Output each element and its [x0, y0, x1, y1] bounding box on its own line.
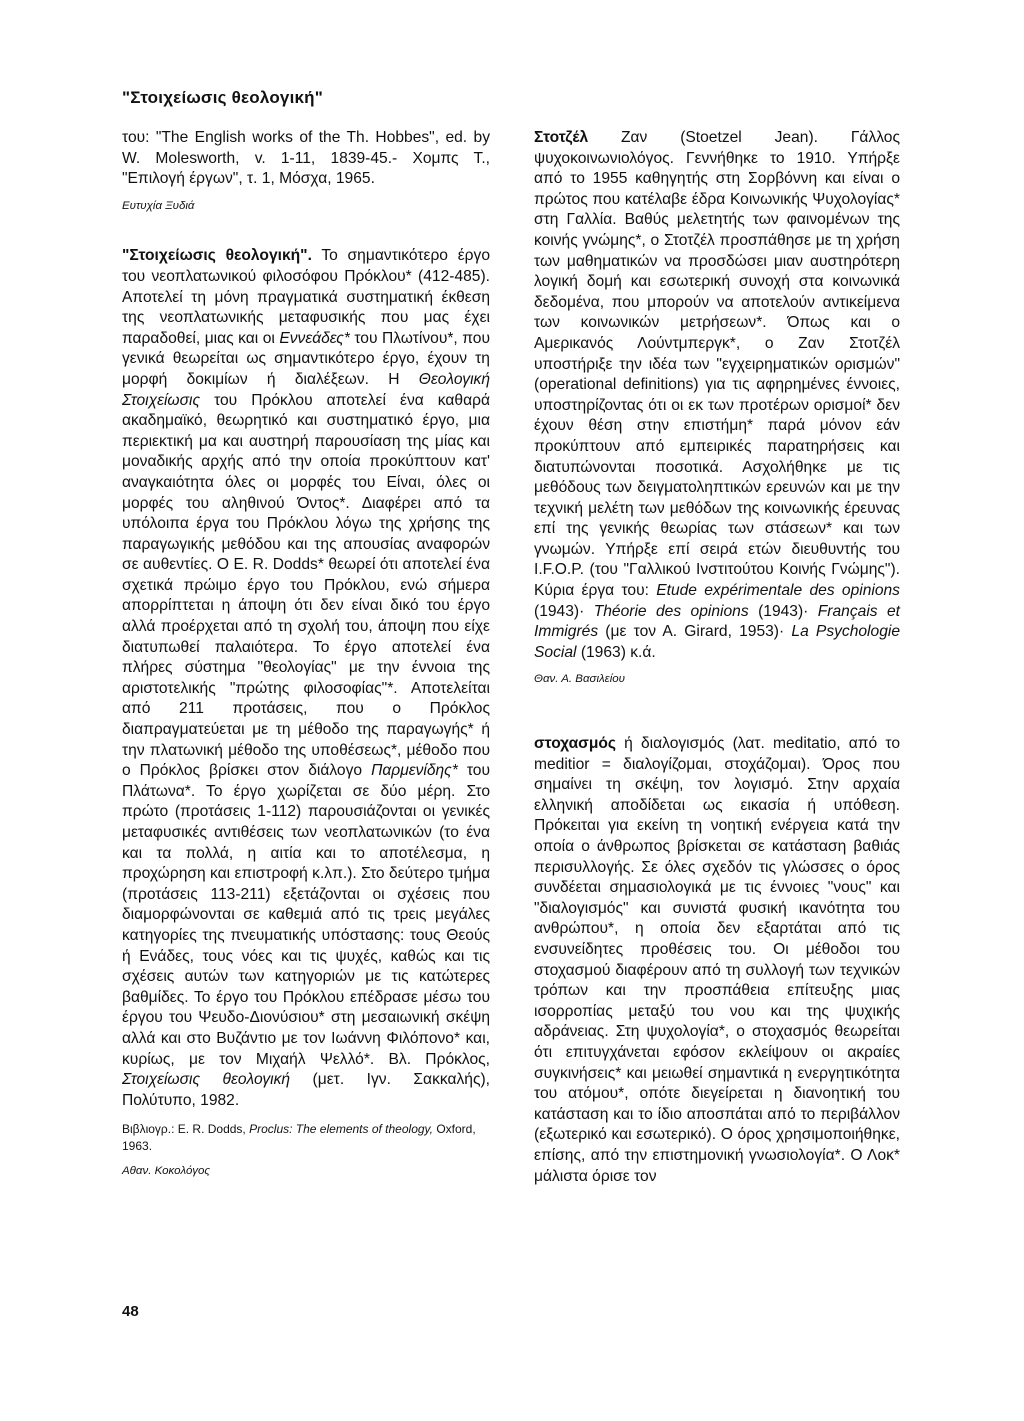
running-head: "Στοιχείωσις θεολογική": [122, 88, 324, 107]
page-number: 48: [122, 1303, 139, 1320]
entry-stochasmos: στοχασμός ή διαλογισμός (λατ. meditatio, από το meditior = διαλογίζομαι, στοχάζομαι). Όρος που σημαίνει τη σκέψη, τον λογισμό. Στην αρχαία ελληνική αποδίδεται ως εικασία ή υπόθεση. Πρόκειται για εκείνη τη νοητική ενέργεια κατά την οποία ο άνθρωπος βρίσκεται σε κατάσταση βαθιάς περισυλλογής. Σε όλες σχεδόν τις γλώσσες ο όρος συνδέεται σημασιολογικά με τις έννοιες "νους" και "διαλογισμός" και συνιστά φυσική ικανότητα του ανθρώπου*, η οποία δεν εξαρτάται από τις ενσυνείδητες προθέσεις του. Οι μέθοδοι του στοχασμού διαφέρουν από τη συλλογή των τεχνικών τρόπων και την προσπάθεια επίτευξης μιας ισορροπίας μεταξύ του νου και της ψυχικής αδράνειας. Στη ψυχολογία*, ο στοχασμός θεωρείται ότι επιτυγχάνεται εφόσον εκλείψουν οι ακραίες συγκινήσεις* και μειωθεί σημαντικά η ενεργητικότητα του ατόμου*, οπότε διεγείρεται η διανοητική του κατάσταση και το ίδιο αποσπάται από το περιβάλλον (εξωτερικό και εσωτερικό). Ο όρος χρησιμοποιήθηκε, επίσης, από την επιστημονική γνωσιολογία*. Ο Λοκ* μάλιστα όρισε τον: [534, 735, 900, 1185]
entry-headword: Στοτζέλ: [534, 129, 589, 146]
entry-headword: στοχασμός: [534, 735, 616, 753]
entry-stoicheiosis: "Στοιχείωσις θεολογική". Το σημαντικότερο έργο του νεοπλατωνικού φιλοσόφου Πρόκλου* (412-485). Αποτελεί τη μόνη πραγματικά συστηματική έκθεση της νεοπλατωνικής μεταφυσικής που μας έχει παραδοθεί, μιας και οι Εννεάδες* του Πλωτίνου*, που γενικά θεωρείται ως σημαντικότερο έργο, έχουν τη μορφή δοκιμίων ή διαλέξεων. Η Θεολογική Στοιχείωσις του Πρόκλου αποτελεί ένα καθαρά ακαδημαϊκό, θεωρητικό και συστηματικό έργο, μια περιεκτική μα και αυστηρή παρουσίαση της μίας και μοναδικής αρχής από την οποία προκύπτουν κατ' αναγκαιότητα όλες οι μορφές του Είναι, όλες οι μορφές του αληθινού Όντος*. Διαφέρει από τα υπόλοιπα έργα του Πρόκλου λόγω της χρήσης της παραγωγικής μεθόδου και της απουσίας αναφορών σε αυθεντίες. Ο Ε. R. Dodds* θεωρεί ότι αποτελεί ένα σχετικά πρώιμο έργο του Πρόκλου, ενώ σήμερα απορρίπτεται η άποψη ότι δεν είναι δικό του έργο αλλά προέρχεται από τη σχολή του, άποψη που είχε διατυπωθεί παλαιότερα. Το έργο αποτελεί ένα πλήρες σύστημα "θεολογίας" με την έννοια της αριστοτελικής "πρώτης φιλοσοφίας"*. Αποτελείται από 211 προτάσεις, που ο Πρόκλος διαπραγματεύεται με τη μέθοδο της παραγωγής* ή την πλατωνική μέθοδο της υποθέσεως*, μέθοδο που ο Πρόκλος βρίσκει στον διάλογο Παρμενίδης* του Πλάτωνα*. Το έργο χωρίζεται σε δύο μέρη. Στο πρώτο (προτάσεις 1-112) παρουσιάζονται οι γενικές μεταφυσικές αντιθέσεις των νεοπλατωνικών (το ένα και τα πολλά, η αιτία και το αποτέλεσμα, η προχώρηση και επιστροφή κ.λπ.). Στο δεύτερο τμήμα (προτάσεις 113-211) εξετάζονται οι σχέσεις που διαμορφώνονται σε καθεμιά από τις τρεις μεγάλες κατηγορίες της πνευματικής υπόστασης: τους Θεούς ή Ενάδες, τους νόες και τις ψυχές, καθώς και τις σχέσεις αυτών των κατηγοριών με τις κατώτερες βαθμίδες. Το έργο του Πρόκλου επέδρασε μέσω του έργου του Ψευδο-Διονύσιου* στη μεσαιωνική σκέψη αλλά και στο Βυζάντιο με τον Ιωάννη Φιλόπονο* και, κυρίως, με τον Μιχαήλ Ψελλό*. Βλ. Πρόκλος, Στοιχείωσις θεολογική (μετ. Ιγν. Σακκαλής), Πολύτυπο, 1982.: [122, 247, 490, 1109]
entry-stoetzel: Στοτζέλ Ζαν (Stoetzel Jean). Γάλλος ψυχοκοινωνιολόγος. Γεννήθηκε το 1910. Υπήρξε από το 1955 καθηγητής στη Σορβόννη και είναι ο πρώτος που κατέλαβε έδρα Κοινωνικής Ψυχολογίας* στη Γαλλία. Βαθύς μελετητής των φαινομένων της κοινής γνώμης*, ο Στοτζέλ προσπάθησε με τη χρήση των μαθηματικών να προσδώσει μιαν αυστηρότερη λογική δομή και εσωτερική συνοχή στα κοινωνικά δεδομένα, που μπορούν να αποτελούν αντικείμενα των κοινωνικών μετρήσεων*. Όπως και ο Αμερικανός Λούντμπεργκ*, ο Ζαν Στοτζέλ υποστήριξε την ιδέα των "εγχειρηματικών ορισμών" (operational definitions) για τις αφηρημένες έννοιες, υποστηρίζοντας ότι οι εκ των προτέρων ορισμοί* δεν έχουν θέση στην επιστήμη* παρά μόνον εάν προκύπτουν από εμπειρικές παρατηρήσεις και διατυπώνονται ποσοτικά. Ασχολήθηκε με τις μεθόδους των δειγματοληπτικών ερευνών και με την τεχνική μελέτη των μεθόδων της κοινωνικής έρευνας επί της γενικής θεωρίας των στάσεων* και των γνωμών. Υπήρξε επί σειρά ετών διευθυντής του I.F.O.P. (του "Γαλλικού Ινστιτούτου Κοινής Γνώμης"). Κύρια έργα του: Etude expérimentale des opinions (1943)· Théorie des opinions (1943)· Français et Immigrés (με τον Α. Girard, 1953)· La Psychologie Social (1963) κ.ά.: [534, 129, 901, 661]
entry-headword: "Στοιχείωσις θεολογική".: [122, 247, 312, 265]
continued-entry-text: του: "The English works of the Th. Hobbes", ed. by W. Molesworth, v. 1-11, 1839-45.- Χομπς Τ., "Επιλογή έργων", τ. 1, Μόσχα, 1965.: [122, 129, 490, 188]
bibliography: Βιβλιογρ.: Ε. R. Dodds, Proclus: The elements of theology, Oxford, 1963.: [122, 1122, 476, 1154]
entry-author: Αθαν. Κοκολόγος: [122, 1165, 210, 1178]
continued-entry-author: Ευτυχία Ξυδιά: [122, 199, 195, 212]
entry-author: Θαν. Α. Βασιλείου: [534, 673, 625, 686]
left-column: [122, 128, 490, 1182]
right-column: [534, 128, 900, 1187]
